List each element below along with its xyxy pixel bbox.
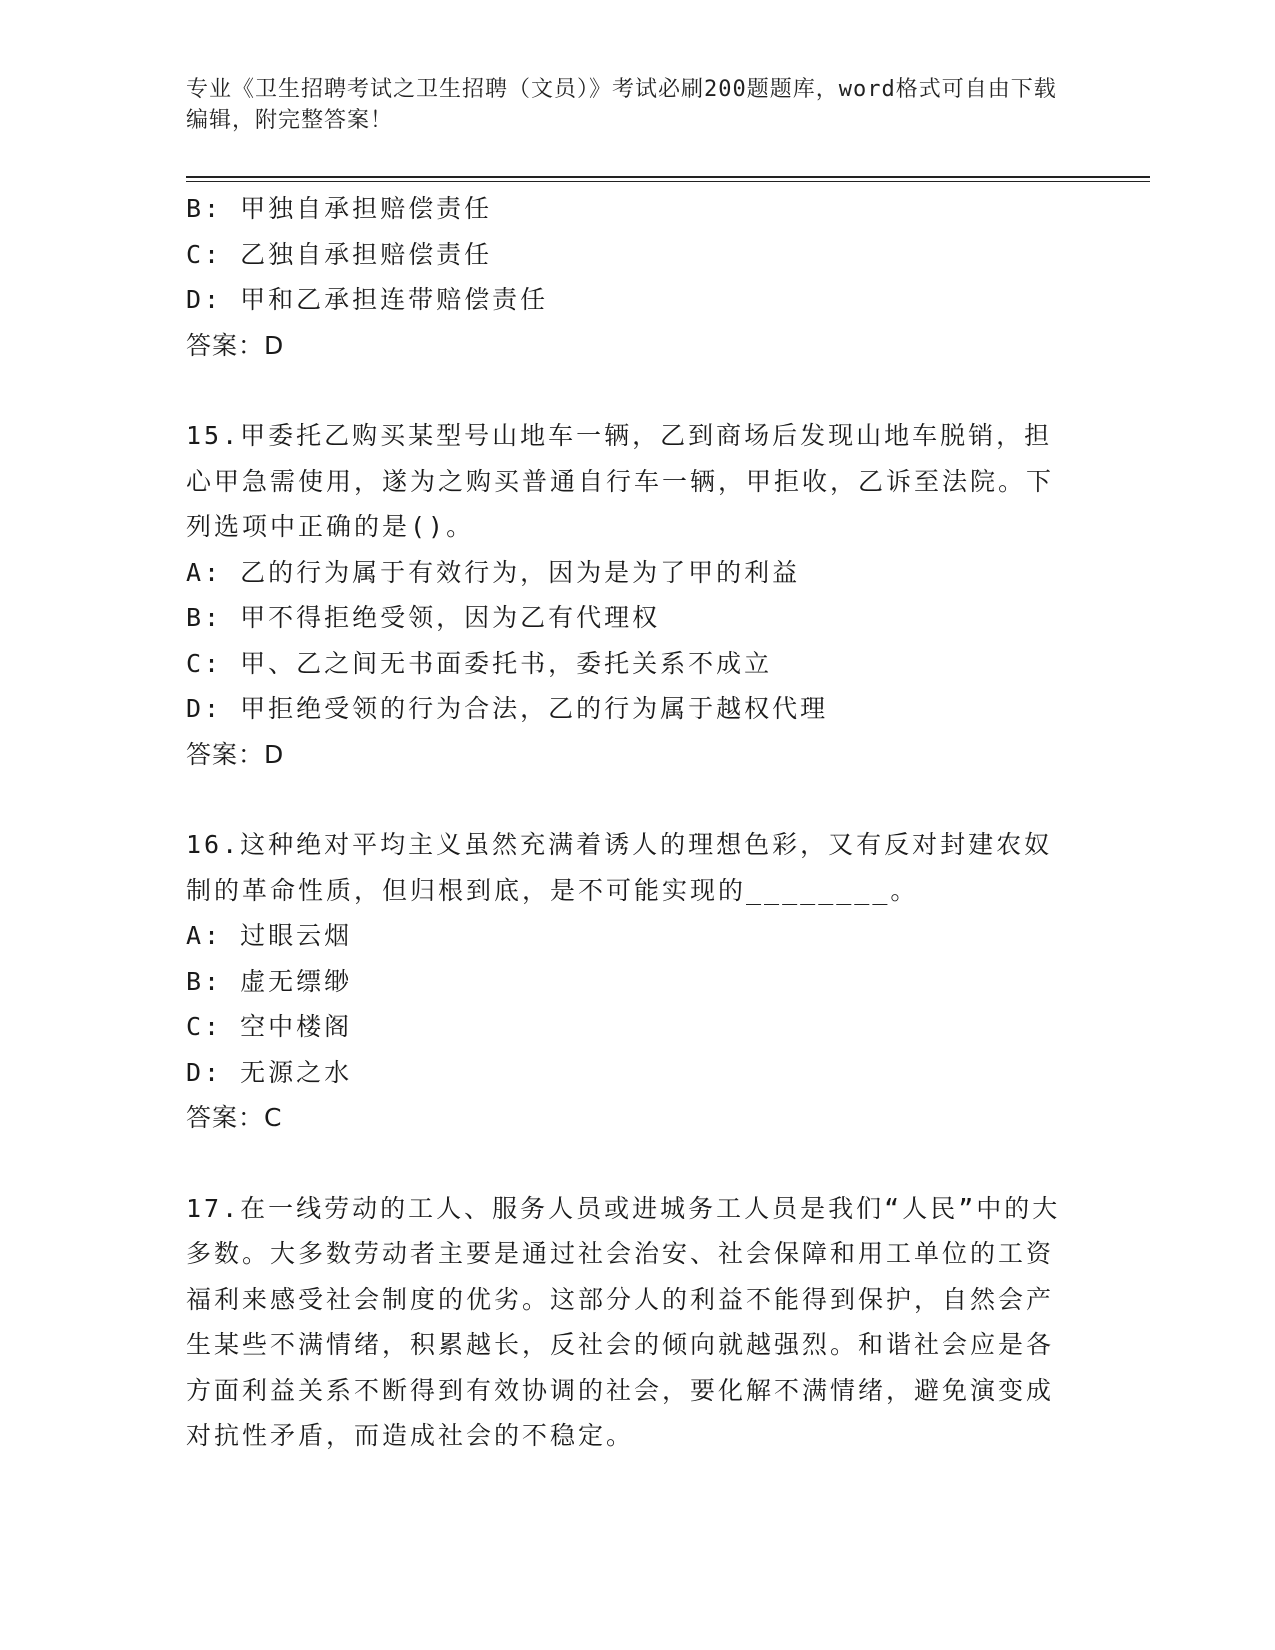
question-stem: 15.甲委托乙购买某型号山地车一辆，乙到商场后发现山地车脱销，担心甲急需使用，遂为之购买普通自行车一辆，甲拒收，乙诉至法院。下列选项中正确的是()。 [186,421,1055,541]
answer: 答案：D [186,330,285,360]
document-body [186,186,1086,1459]
question-15 [186,413,1086,777]
option-d: D: 甲拒绝受领的行为合法，乙的行为属于越权代理 [186,694,829,723]
option-d: D: 甲和乙承担连带赔偿责任 [186,285,549,314]
document-header: 专业《卫生招聘考试之卫生招聘（文员）》考试必刷200题题库，word格式可自由下载编辑，附完整答案！ [186,77,1057,133]
question-17 [186,1186,1086,1459]
option-c: C: 甲、乙之间无书面委托书，委托关系不成立 [186,648,773,678]
option-c: C: 空中楼阁 [186,1012,353,1041]
option-b: B: 虚无缥缈 [186,966,353,996]
option-a: A: 过眼云烟 [186,921,353,950]
answer: 答案：C [186,1103,283,1132]
header-divider-thick [186,176,1150,178]
option-b: B: 甲不得拒绝受领，因为乙有代理权 [186,603,661,632]
question-14-tail [186,186,1086,368]
option-d: D: 无源之水 [186,1057,353,1087]
option-c: C: 乙独自承担赔偿责任 [186,239,493,269]
question-16 [186,822,1086,1141]
header-divider-thin [186,181,1150,182]
option-b: B: 甲独自承担赔偿责任 [186,194,493,223]
answer: 答案：D [186,739,285,769]
option-a: A: 乙的行为属于有效行为，因为是为了甲的利益 [186,557,801,587]
question-stem: 17.在一线劳动的工人、服务人员或进城务工人员是我们“人民”中的大多数。大多数劳动者主要是通过社会治安、社会保障和用工单位的工资福利来感受社会制度的优劣。这部分人的利益不能得到保护，自然会产生某些不满情绪，积累越长，反社会的倾向就越强烈。和谐社会应是各方面利益关系不断得到有效协调的社会，要化解不满情绪，避免演变成对抗性矛盾，而造成社会的不稳定。 [186,1193,1061,1450]
question-stem: 16.这种绝对平均主义虽然充满着诱人的理想色彩，又有反对封建农奴制的革命性质，但归根到底，是不可能实现的________。 [186,830,1053,905]
